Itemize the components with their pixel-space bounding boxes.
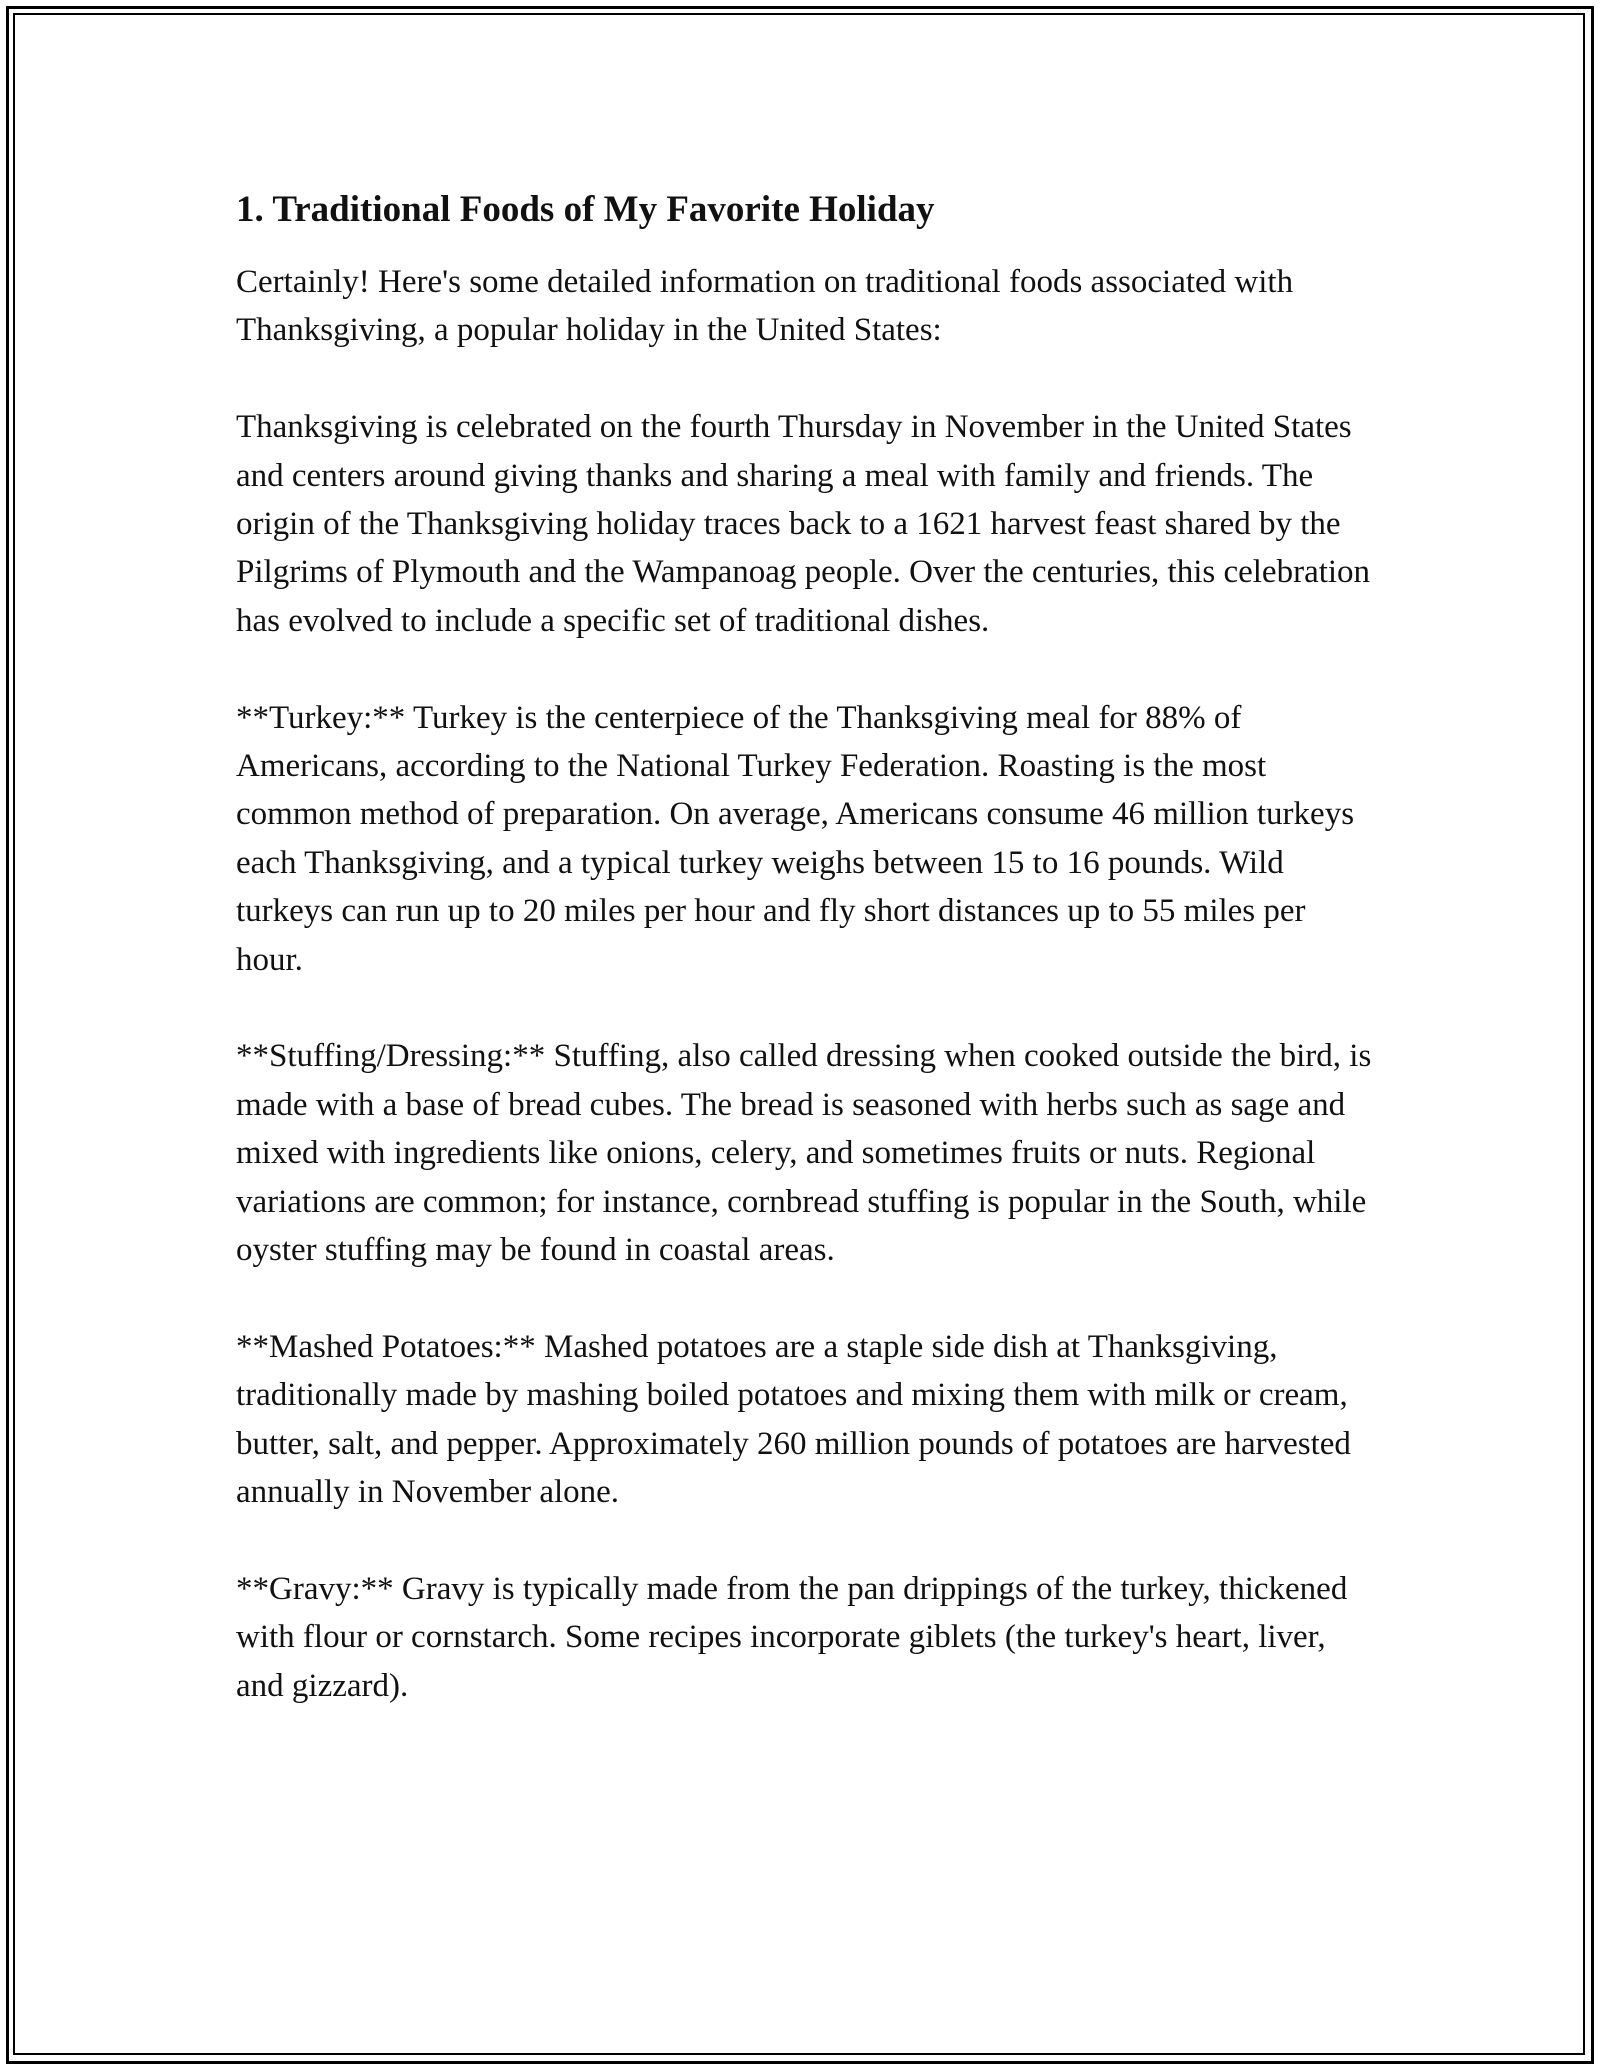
intro-paragraph: Certainly! Here's some detailed information on traditional foods associated with Thanksgiving, a popular holiday in the United States: (236, 264, 1294, 349)
page-title: 1. Traditional Foods of My Favorite Holiday (236, 189, 935, 230)
gravy-paragraph: **Gravy:** Gravy is typically made from the pan drippings of the turkey, thickened with flour or cornstarch. Some recipes incorporate giblets (the turkey's heart, liver, and gizzard). (236, 1570, 1348, 1704)
mashed-potatoes-paragraph: **Mashed Potatoes:** Mashed potatoes are a staple side dish at Thanksgiving, traditionally made by mashing boiled potatoes and mixing them with milk or cream, butter, salt, and pepper. Approximately 260 million pounds of potatoes are harvested annually in November alone. (236, 1328, 1351, 1511)
stuffing-paragraph: **Stuffing/Dressing:** Stuffing, also called dressing when cooked outside the bird, is made with a base of bread cubes. The bread is seasoned with herbs such as sage and mixed with ingredients like onions, celery, and sometimes fruits or nuts. Regional variations are common; for instance, cornbread stuffing is popular in the South, while oyster stuffing may be found in coastal areas. (236, 1038, 1372, 1269)
history-paragraph: Thanksgiving is celebrated on the fourth Thursday in November in the United States and centers around giving thanks and sharing a meal with family and friends. The origin of the Thanksgiving holiday traces back to a 1621 harvest feast shared by the Pilgrims of Plymouth and the Wampanoag people. Over the centuries, this celebration has evolved to include a specific set of traditional dishes. (236, 409, 1371, 639)
document-body (236, 186, 1376, 1759)
turkey-paragraph: **Turkey:** Turkey is the centerpiece of the Thanksgiving meal for 88% of Americans, according to the National Turkey Federation. Roasting is the most common method of preparation. On average, Americans consume 46 million turkeys each Thanksgiving, and a typical turkey weighs between 15 to 16 pounds. Wild turkeys can run up to 20 miles per hour and fly short distances up to 55 miles per hour. (236, 699, 1355, 978)
